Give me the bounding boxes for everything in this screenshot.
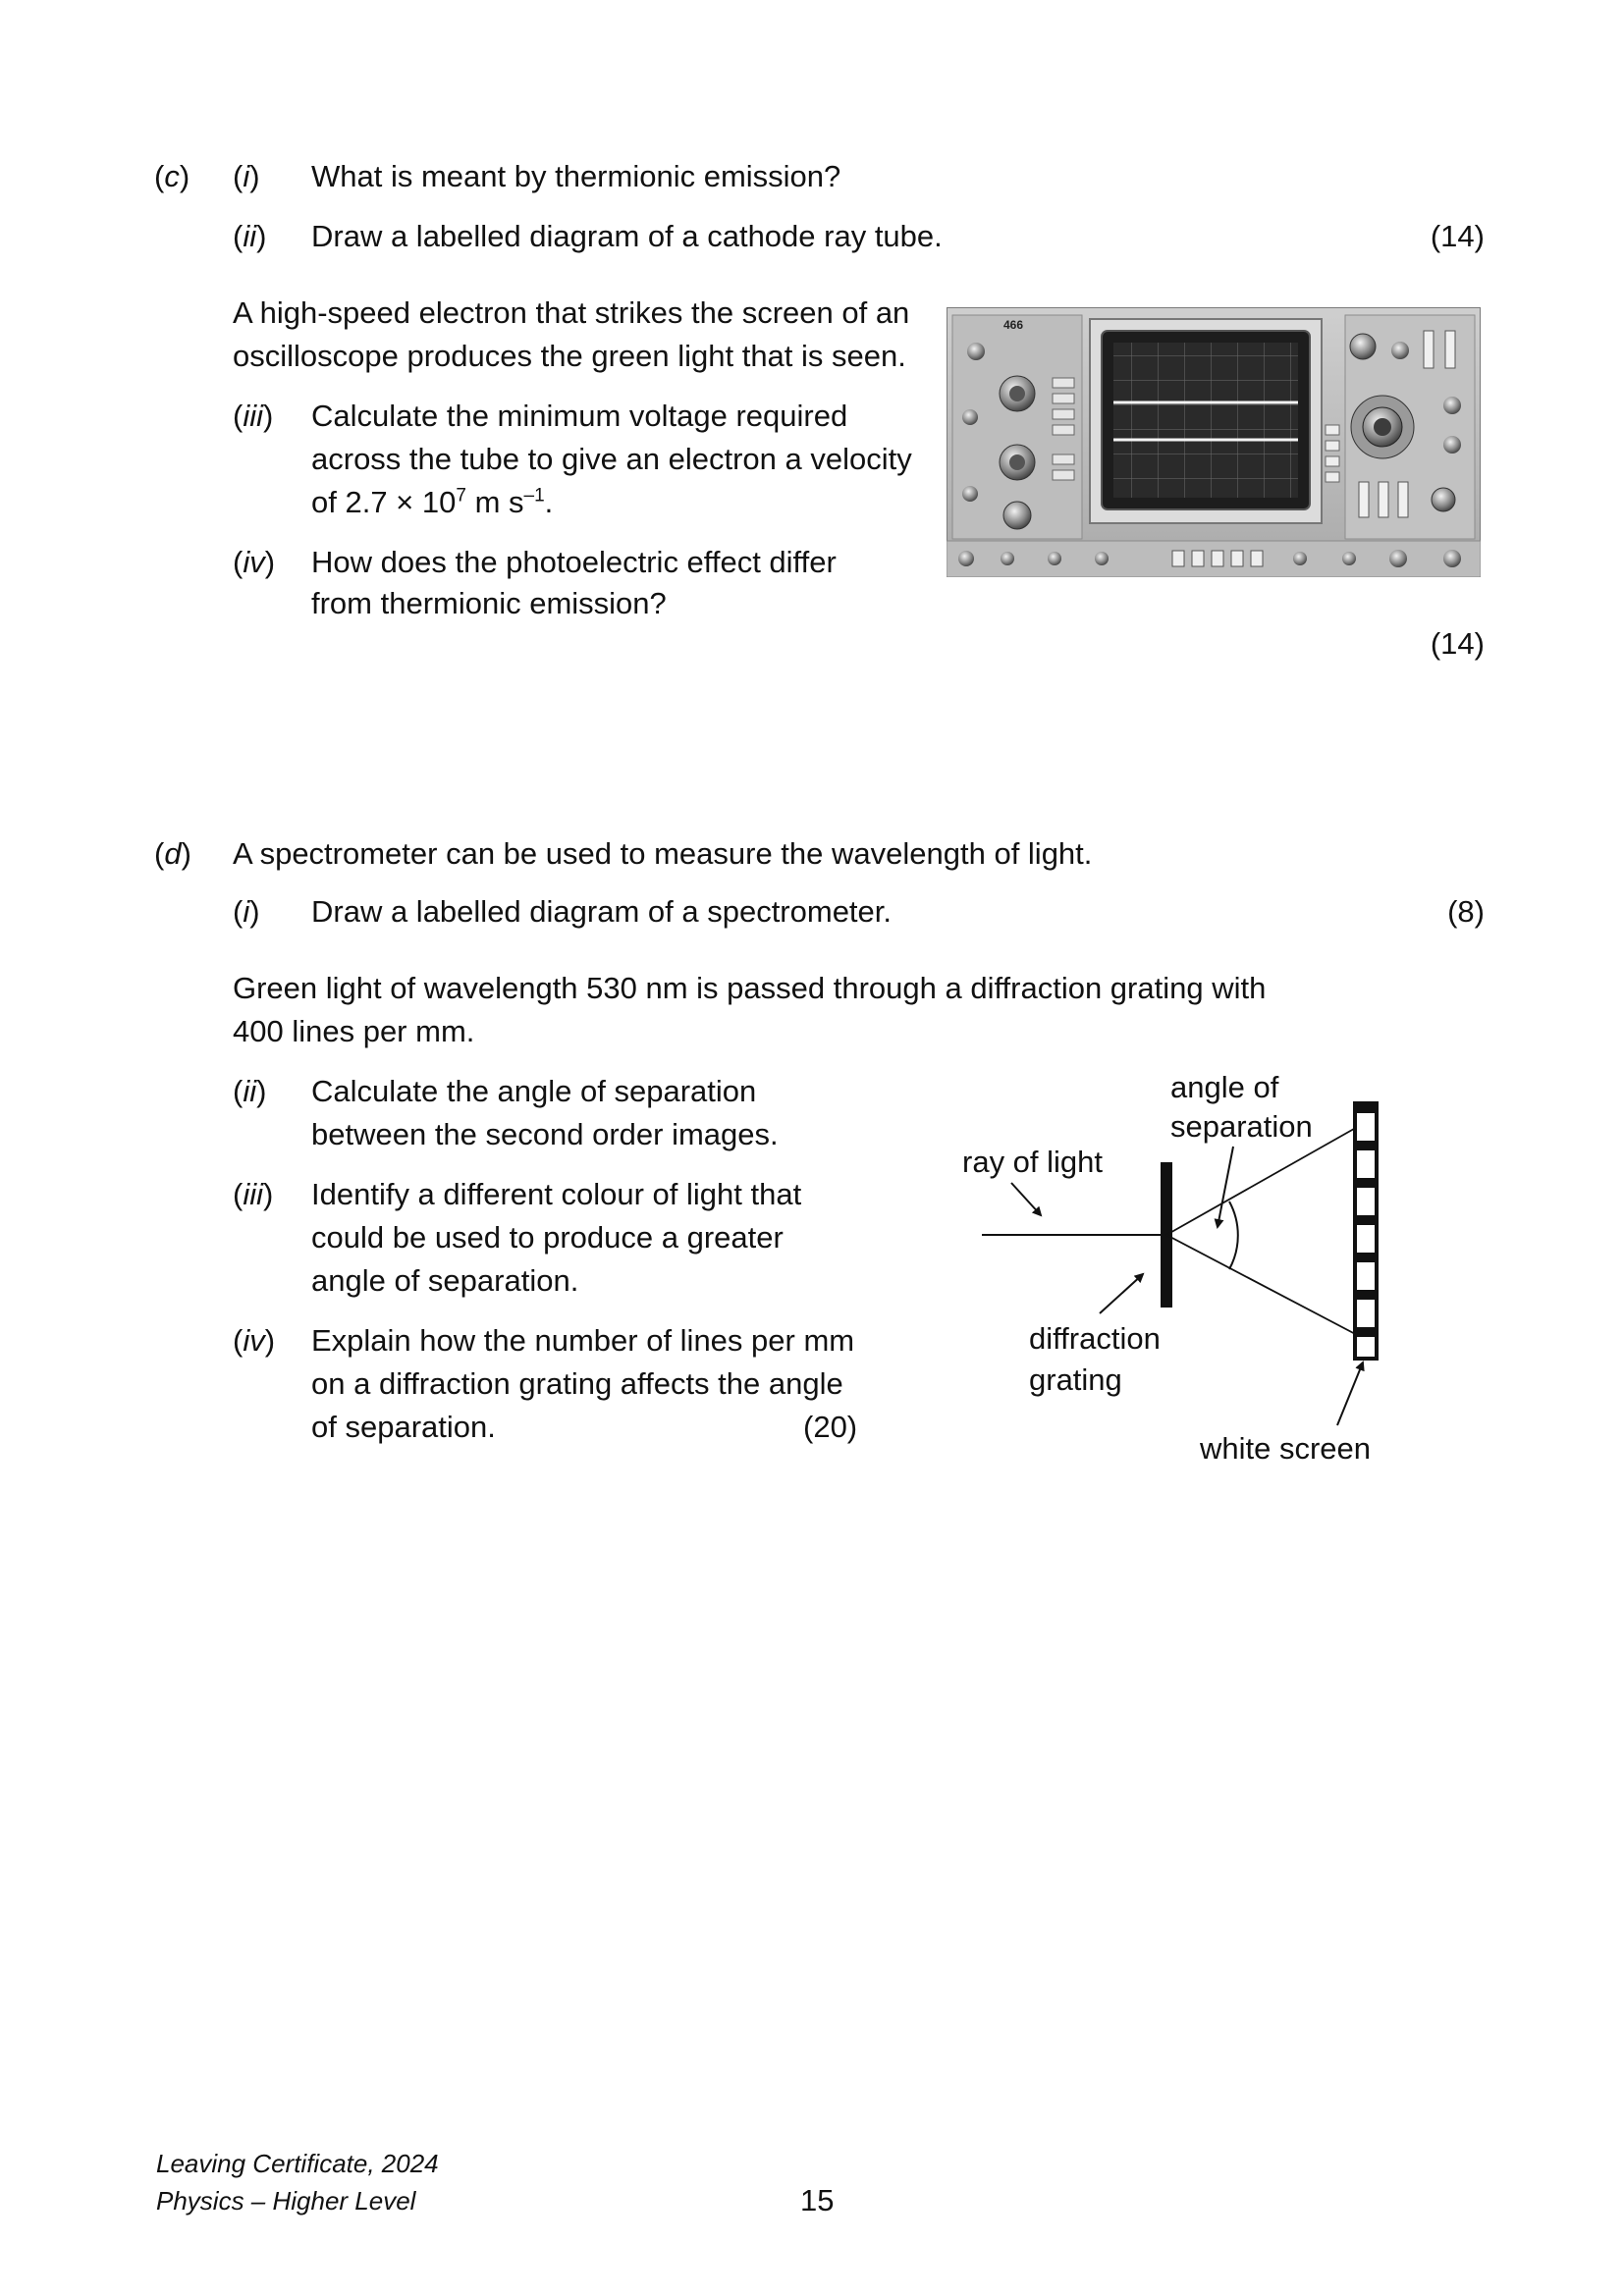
- part-d-q1-number: (i): [233, 894, 260, 929]
- part-c-q1-text: What is meant by thermionic emission?: [311, 159, 841, 193]
- part-d-marks-2: (20): [803, 1410, 858, 1444]
- part-d-q3-line-2: could be used to produce a greater: [311, 1220, 784, 1255]
- part-d-label: (d): [154, 836, 191, 871]
- part-d-intro: A spectrometer can be used to measure the wavelength of light.: [233, 836, 1093, 871]
- footer-line-2: Physics – Higher Level: [156, 2186, 416, 2216]
- part-c-q4-number: (iv): [233, 545, 276, 579]
- label-angle-of-separation-1: angle of: [1170, 1070, 1279, 1104]
- part-c-q2-number: (ii): [233, 219, 267, 253]
- part-d-q3-line-3: angle of separation.: [311, 1263, 579, 1298]
- part-c-marks-2: (14): [1430, 626, 1485, 661]
- part-d-q3-number: (iii): [233, 1177, 274, 1211]
- angle-arc: [1229, 1201, 1238, 1269]
- page-number: 15: [800, 2183, 835, 2217]
- part-d-marks-1: (8): [1447, 894, 1485, 929]
- arrow-white-screen: [1337, 1362, 1363, 1425]
- part-d-q4-line-3: of separation.: [311, 1410, 496, 1444]
- diffracted-ray-upper: [1166, 1125, 1361, 1235]
- oscilloscope-brand: 466: [1003, 318, 1024, 332]
- oscilloscope-photo: [947, 307, 1481, 577]
- part-c-label: (c): [154, 159, 190, 193]
- label-angle-of-separation-2: separation: [1170, 1109, 1313, 1144]
- part-d-q2-line-1: Calculate the angle of separation: [311, 1074, 757, 1108]
- part-d-q3-line-1: Identify a different colour of light that: [311, 1177, 802, 1211]
- label-diffraction-grating-2: grating: [1029, 1362, 1122, 1397]
- part-d-q4-line-2: on a diffraction grating affects the angle: [311, 1366, 843, 1401]
- footer-line-1: Leaving Certificate, 2024: [156, 2149, 439, 2178]
- part-d-q4-number: (iv): [233, 1323, 276, 1358]
- part-c-q2-text: Draw a labelled diagram of a cathode ray tube.: [311, 219, 943, 253]
- part-c-q3-line-3: of $2.7 \times 10^7$ m $s^{-1}$.: [311, 485, 554, 519]
- label-ray-of-light: ray of light: [962, 1145, 1104, 1179]
- label-white-screen: white screen: [1200, 1431, 1372, 1466]
- part-c-q3-line-1: Calculate the minimum voltage required: [311, 399, 848, 433]
- diffraction-diagram: [972, 1090, 1394, 1433]
- part-c-intro-line-2: oscilloscope produces the green light that is seen.: [233, 339, 906, 373]
- part-d-para-line-2: 400 lines per mm.: [233, 1014, 475, 1048]
- part-c-q1-number: (i): [233, 159, 260, 193]
- part-c-q4-line-1: How does the photoelectric effect differ: [311, 545, 837, 579]
- label-diffraction-grating-1: diffraction: [1029, 1321, 1161, 1356]
- arrow-diffraction-grating: [1100, 1274, 1143, 1313]
- arrow-angle-of-separation: [1218, 1147, 1233, 1227]
- part-c-q3-number: (iii): [233, 399, 274, 433]
- part-c-q3-line-2: across the tube to give an electron a velocity: [311, 442, 912, 476]
- arrow-ray-of-light: [1011, 1183, 1041, 1215]
- part-d-q2-number: (ii): [233, 1074, 267, 1108]
- part-c-marks-1: (14): [1430, 219, 1485, 253]
- part-d-q1-text: Draw a labelled diagram of a spectrometer.: [311, 894, 893, 929]
- part-d-q4-line-1: Explain how the number of lines per mm: [311, 1323, 855, 1358]
- part-c-intro-line-1: A high-speed electron that strikes the screen of an: [233, 295, 910, 330]
- white-screen: [1355, 1103, 1377, 1359]
- part-d-para-line-1: Green light of wavelength 530 nm is passed through a diffraction grating with: [233, 971, 1267, 1005]
- part-c-q4-line-2: from thermionic emission?: [311, 586, 667, 620]
- diffracted-ray-lower: [1166, 1235, 1361, 1337]
- part-d-q2-line-2: between the second order images.: [311, 1117, 779, 1151]
